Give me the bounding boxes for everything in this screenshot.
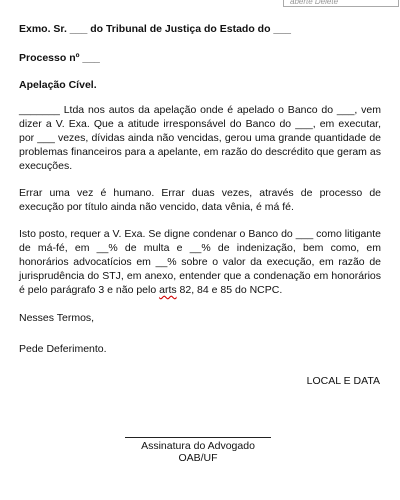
addressee-heading: Exmo. Sr. ___ do Tribunal de Justiça do Estado do ___ — [19, 23, 291, 35]
spellcheck-flagged-word: arts — [159, 284, 177, 296]
paragraph-error: Errar uma vez é humano. Errar duas vezes, através de processo de execução por título ainda não vencido, data vênia, é má fé. — [19, 187, 381, 213]
paragraph-request — [19, 227, 381, 297]
document-body — [19, 22, 381, 356]
process-number-heading: Processo nº ___ — [19, 52, 100, 64]
top-frame: aberte Delete — [283, 0, 399, 7]
request-text-end: 82, 84 e 85 do NCPC. — [176, 284, 283, 296]
appeal-heading: Apelação Cível. — [19, 79, 97, 91]
paragraph-introduction: _______ Ltda nos autos da apelação onde é apelado o Banco do ___, vem dizer a V. Exa. Que a atitude irresponsável do Banco do ___, em executar, por ___ vezes, dívidas ainda não vencidas, gerou uma grande quantidade de problemas financeiros para a apelante, em razão do descrédito que geram as execuções. — [19, 104, 381, 172]
signature-block — [125, 437, 271, 464]
signature-name: Assinatura do Advogado — [141, 440, 255, 452]
signature-registration: OAB/UF — [178, 452, 218, 464]
closing-terms: Nesses Termos, — [19, 312, 95, 324]
place-and-date: LOCAL E DATA — [306, 375, 380, 387]
closing-request: Pede Deferimento. — [19, 343, 107, 355]
request-text-start: Isto posto, requer a V. Exa. Se digne condenar o Banco do ___ como litigante de má-fé, em __% de multa e __% de indenização, bem como, em honorários advocatícios em __% sobre o valor da execução, em razão de jurisprudência do STJ, em anexo, entender que a condenação em honorários é pelo parágrafo 3 e não pelo — [19, 228, 381, 296]
